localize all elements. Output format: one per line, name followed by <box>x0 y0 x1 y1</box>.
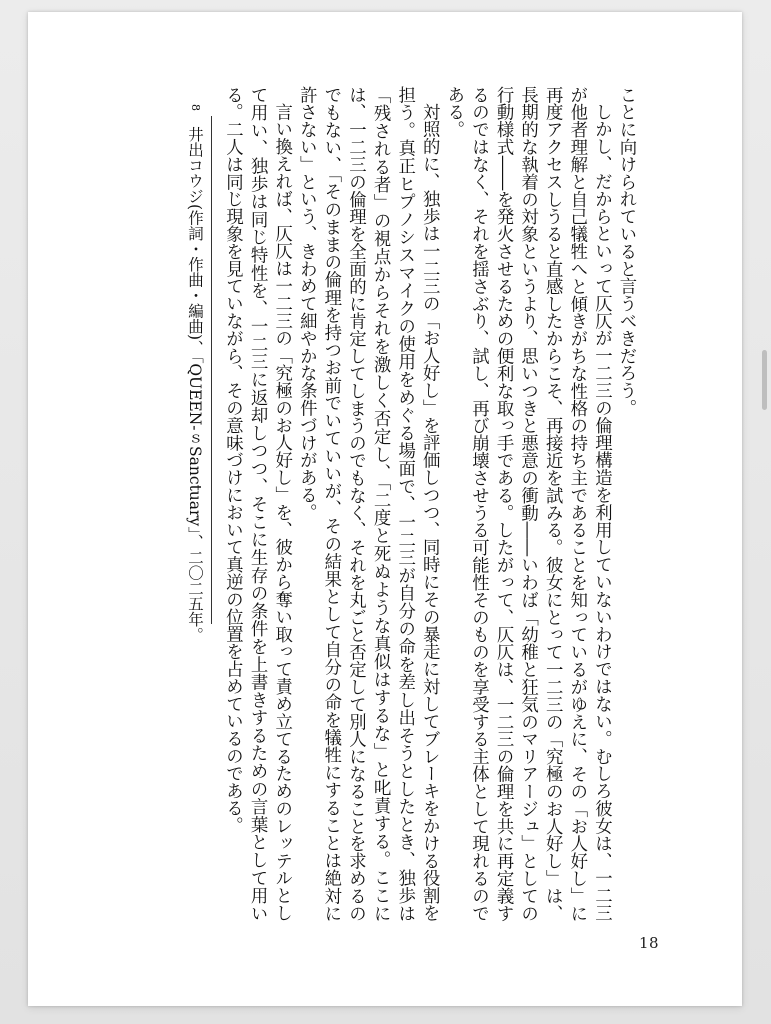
footnote <box>180 104 206 644</box>
paragraph-2: しかし、だからといって仄仄が一二三の倫理構造を利用していないわけではない。むしろ彼女は、一二三が他者理解と自己犠牲へと傾きがちな性格の持ち主であることを知っているがゆえに、その「お人好し」に再度アクセスしうると直感したからこそ、再接近を試みる。彼女にとって一二三の「究極のお人好し」は、長期的な執着の対象というより、思いつきと悪意の衝動――いわば「幼稚と狂気のマリアージュ」としての行動様式――を発火させるための便利な取っ手である。したがって、仄仄は、一二三の倫理を共に再定義するのではなく、それを揺さぶり、試し、再び崩壊させうる可能性そのものを享受する主体として現れるのである。 <box>443 86 612 922</box>
paragraph-3: 対照的に、独歩は一二三の「お人好し」を評価しつつ、同時にその暴走に対してブレーキをかける役割を担う。真正ヒプノシスマイクの使用をめぐる場面で、一二三が自分の命を差し出そうとしたとき、独歩は「残される者」の視点からそれを激しく否定し、「二度と死ぬような真似はするな」と叱責する。ここには、一二三の倫理を全面的に肯定してしまうのでもなく、それを丸ごと否定して別人になることを求めるのでもない、「そのままの倫理を持つお前でいていいが、その結果として自分の命を犠牲にすることは絶対に許さない」という、きわめて細やかな条件づけがある。 <box>296 86 440 922</box>
page-number: 18 <box>639 934 660 952</box>
paragraph-4: 言い換えれば、仄仄は一二三の「究極のお人好し」を、彼から奪い取って責め立てるためのレッテルとして用い、独歩は同じ特性を、一二三に返却しつつ、そこに生存の条件を上書きするための言葉として用いる。二人は同じ現象を見ていながら、その意味づけにおいて真逆の位置を占めているのである。 <box>222 86 292 922</box>
footnote-text: 井出コウジ(作詞・作曲・編曲)、「QUEEN‐ｓSanctuary」、二〇二五年。 <box>186 126 204 643</box>
footnote-divider <box>211 116 212 624</box>
main-text-block <box>188 86 638 922</box>
document-page <box>28 12 742 1006</box>
footnote-mark: 8 <box>189 104 202 111</box>
scrollbar-thumb[interactable] <box>762 350 767 410</box>
paragraph-1: ことに向けられていると言うべきだろう。 <box>616 86 636 417</box>
